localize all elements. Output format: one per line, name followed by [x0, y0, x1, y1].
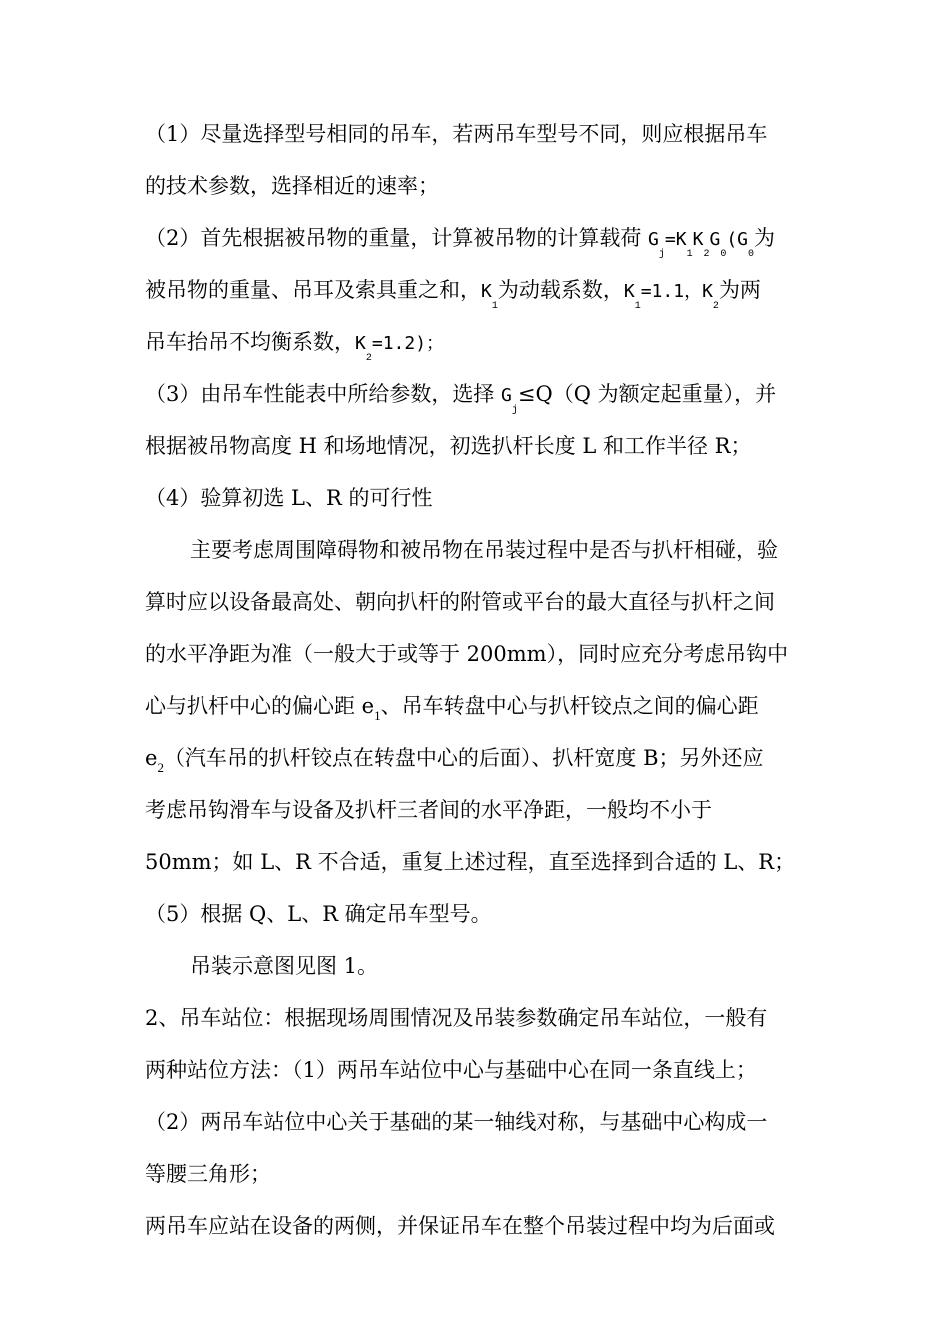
text-line — [145, 1055, 807, 1085]
formula-line — [145, 327, 807, 364]
line-text: 被吊物的重量、吊耳及索具重之和， — [145, 278, 481, 302]
formula-subscript: 0 — [720, 249, 727, 260]
formula-subscript: 1 — [491, 301, 498, 312]
line-text: （5）根据 Q、L、R 确定吊车型号。 — [145, 902, 492, 926]
text-line — [145, 587, 807, 617]
formula-line — [145, 379, 807, 416]
line-text: 心与扒杆中心的偏心距 e — [145, 694, 375, 718]
text-line — [145, 119, 807, 149]
line-text: （1）尽量选择型号相同的吊车，若两吊车型号不同，则应根据吊车 — [145, 122, 768, 146]
formula-subscript: j — [658, 249, 665, 260]
line-text: （2）首先根据被吊物的重量，计算被吊物的计算载荷 — [145, 226, 649, 250]
line-text: 吊装示意图见图 1。 — [190, 954, 379, 978]
text-line — [145, 1211, 807, 1241]
formula-subscript: 2 — [703, 249, 710, 260]
line-text: 的技术参数，选择相近的速率； — [145, 174, 439, 198]
text-line — [190, 535, 807, 565]
text-line — [145, 1159, 807, 1189]
formula-symbol: G — [709, 229, 721, 250]
formula-symbol: =K — [664, 229, 687, 250]
formula-line — [145, 275, 807, 312]
text-line — [145, 847, 807, 877]
formula-value: =1.2)； — [371, 333, 445, 354]
text-line — [190, 951, 807, 981]
line-text: 50mm；如 L、R 不合适，重复上述过程，直至选择到合适的 L、R； — [145, 850, 796, 874]
formula-subscript: j — [511, 405, 518, 416]
formula-symbol: K — [692, 229, 704, 250]
text-line — [145, 1003, 807, 1033]
text-line — [145, 899, 807, 929]
formula-value: =1.1， — [640, 281, 703, 302]
text-line — [145, 431, 807, 461]
line-text: （2）两吊车站位中心关于基础的某一轴线对称，与基础中心构成一 — [145, 1110, 768, 1134]
line-text: 吊车抬吊不均衡系数， — [145, 330, 355, 354]
line-text: （3）由吊车性能表中所给参数，选择 — [145, 382, 502, 406]
formula-symbol: K — [702, 281, 713, 302]
formula-symbol: K — [355, 333, 366, 354]
line-text: 的水平净距为准（一般大于或等于 200mm），同时应充分考虑吊钩中 — [145, 642, 789, 666]
formula-subscript: 2 — [712, 301, 719, 312]
line-text: （汽车吊的扒杆铰点在转盘中心的后面）、扒杆宽度 B；另外还应 — [163, 746, 764, 770]
formula-symbol: G — [648, 229, 659, 250]
formula-line — [145, 223, 807, 260]
line-text: 主要考虑周围障碍物和被吊物在吊装过程中是否与扒杆相碰，验 — [190, 538, 778, 562]
formula-symbol: K — [623, 281, 635, 302]
line-text: 、吊车转盘中心与扒杆铰点之间的偏心距 — [380, 694, 759, 718]
line-text: ≤Q（Q 为额定起重量），并 — [517, 382, 777, 406]
formula-line — [145, 691, 807, 721]
line-text: 为 — [754, 226, 776, 250]
formula-subscript: 2 — [157, 760, 164, 775]
line-text: 等腰三角形； — [145, 1162, 271, 1186]
line-text: 两吊车应站在设备的两侧，并保证吊车在整个吊装过程中均为后面或 — [145, 1214, 775, 1238]
formula-subscript: 1 — [374, 708, 381, 723]
text-line — [145, 171, 807, 201]
formula-subscript: 1 — [686, 249, 693, 260]
line-text: 两种站位方法：（1）两吊车站位中心与基础中心在同一条直线上； — [145, 1058, 757, 1082]
line-text: 算时应以设备最高处、朝向扒杆的附管或平台的最大直径与扒杆之间 — [145, 590, 775, 614]
line-text: 2、吊车站位：根据现场周围情况及吊装参数确定吊车站位，一般有 — [145, 1006, 768, 1030]
text-line — [145, 795, 807, 825]
line-text: 为动载系数， — [497, 278, 624, 302]
formula-symbol: G — [501, 385, 512, 406]
line-text: 考虑吊钩滑车与设备及扒杆三者间的水平净距，一般均不小于 — [145, 798, 712, 822]
line-text: e — [145, 746, 158, 770]
text-line — [145, 639, 807, 669]
line-text: 为两 — [718, 278, 761, 302]
formula-subscript: 1 — [634, 301, 641, 312]
line-text: （4）验算初选 L、R 的可行性 — [145, 486, 433, 510]
formula-symbol: K — [481, 281, 492, 302]
line-text: 根据被吊物高度 H 和场地情况，初选扒杆长度 L 和工作半径 R； — [145, 434, 752, 458]
text-line — [145, 483, 807, 513]
formula-symbol: (G — [726, 229, 749, 250]
formula-subscript: 2 — [365, 353, 372, 364]
formula-subscript: 0 — [748, 249, 755, 260]
formula-line — [145, 743, 807, 773]
text-line — [145, 1107, 807, 1137]
